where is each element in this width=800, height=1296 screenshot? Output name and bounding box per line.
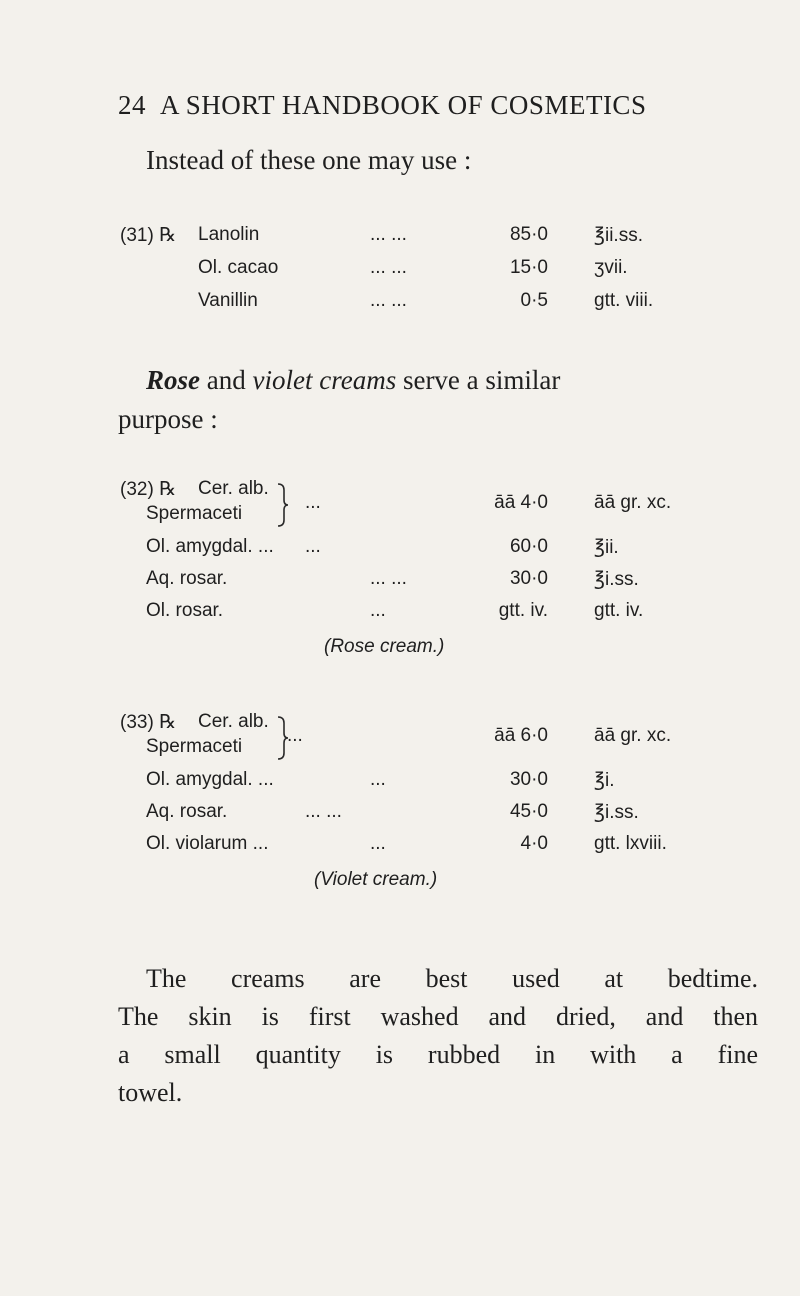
metric-quantity: 0·5 <box>520 290 548 311</box>
brace-icon <box>275 482 289 528</box>
apothecary-quantity: ℥i. <box>594 770 615 791</box>
leader-dots: ... <box>370 769 386 790</box>
ingredient-name: Ol. cacao <box>198 257 279 278</box>
running-header <box>118 90 646 121</box>
metric-quantity: 30·0 <box>509 769 548 790</box>
metric-quantity: āā 6·0 <box>494 725 548 746</box>
ingredient-name: Ol. amygdal. ... <box>146 536 274 557</box>
leader-dots: ... ... <box>370 257 407 278</box>
ingredient-name: Aq. rosar. <box>146 568 228 589</box>
apothecary-quantity: ℥ii.ss. <box>594 225 643 246</box>
transition-line-2: purpose : <box>118 404 218 434</box>
apothecary-quantity: gtt. iv. <box>594 600 644 621</box>
ingredient-name: Cer. alb. <box>198 478 269 499</box>
apothecary-quantity: ℥i.ss. <box>594 802 639 823</box>
emphasis-creams: creams <box>319 365 397 395</box>
apothecary-quantity: āā gr. xc. <box>594 492 672 513</box>
metric-quantity: 85·0 <box>509 224 548 245</box>
transition-line: Rose and violet creams serve a similar <box>146 365 561 395</box>
paragraph-line: The creams are best used at bedtime. <box>146 964 758 993</box>
leader-dots: ... ... <box>305 801 342 822</box>
apothecary-quantity: ℥ii. <box>594 537 619 558</box>
metric-quantity: 45·0 <box>509 801 548 822</box>
metric-quantity: āā 4·0 <box>494 492 548 513</box>
ingredient-name: Ol. amygdal. ... <box>146 769 274 790</box>
ingredient-name: Lanolin <box>198 224 260 245</box>
recipe-number: (31) ℞ <box>120 225 177 246</box>
rx-symbol: ℞ <box>159 712 177 733</box>
ingredient-name: Cer. alb. <box>198 711 269 732</box>
recipe-caption: (Violet cream.) <box>314 869 438 890</box>
intro-text: Instead of these one may use : <box>146 145 472 175</box>
ingredient-name: Ol. violarum ... <box>146 833 269 854</box>
recipe-caption: (Rose cream.) <box>324 636 445 657</box>
apothecary-quantity: gtt. lxviii. <box>594 833 667 854</box>
leader-dots: ... ... <box>370 224 407 245</box>
apothecary-quantity: āā gr. xc. <box>594 725 672 746</box>
page-number: 24 <box>118 90 146 120</box>
recipe-number: (33) ℞ <box>120 712 177 733</box>
leader-dots: ... <box>370 833 386 854</box>
leader-dots: ... <box>305 492 321 513</box>
emphasis-rose: Rose <box>146 365 200 395</box>
paragraph-line: a small quantity is rubbed in with a fine <box>118 1040 758 1069</box>
leader-dots: ... ... <box>370 568 407 589</box>
ingredient-name: Vanillin <box>198 290 258 311</box>
leader-dots: ... <box>287 725 303 746</box>
ingredient-name: Aq. rosar. <box>146 801 228 822</box>
recipe-number: (32) ℞ <box>120 479 177 500</box>
rx-symbol: ℞ <box>159 479 177 500</box>
emphasis-violet: violet <box>252 365 313 395</box>
book-title: A SHORT HANDBOOK OF COSMETICS <box>160 90 647 120</box>
apothecary-quantity: ℥i.ss. <box>594 569 639 590</box>
leader-dots: ... ... <box>370 290 407 311</box>
leader-dots: ... <box>305 536 321 557</box>
apothecary-quantity: gtt. viii. <box>594 290 654 311</box>
apothecary-quantity: ʒvii. <box>594 257 628 278</box>
metric-quantity: 15·0 <box>509 257 548 278</box>
leader-dots: ... <box>370 600 386 621</box>
ingredient-name: Ol. rosar. <box>146 600 224 621</box>
rx-symbol: ℞ <box>159 225 177 246</box>
ingredient-name: Spermaceti <box>146 503 243 524</box>
ingredient-name: Spermaceti <box>146 736 243 757</box>
closing-paragraph <box>118 960 758 1112</box>
metric-quantity: 60·0 <box>509 536 548 557</box>
metric-quantity: gtt. iv. <box>498 600 548 621</box>
metric-quantity: 4·0 <box>520 833 548 854</box>
paragraph-line: towel. <box>118 1078 183 1107</box>
metric-quantity: 30·0 <box>509 568 548 589</box>
paragraph-line: The skin is first washed and dried, and then <box>118 1002 758 1031</box>
